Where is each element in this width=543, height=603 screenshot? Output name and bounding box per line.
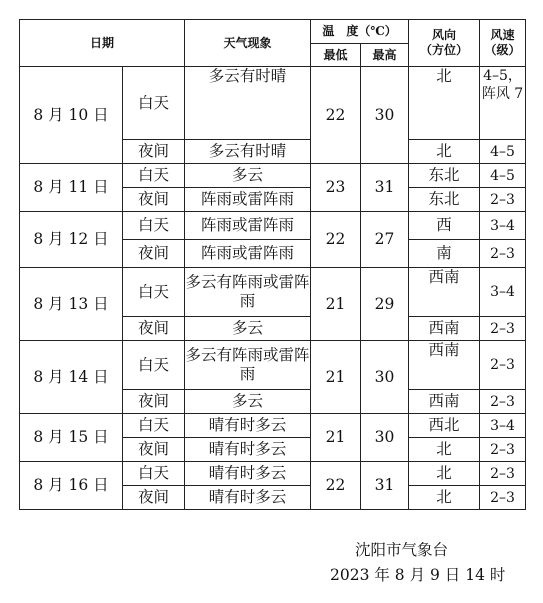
- forecast-table: [19, 19, 526, 510]
- wind-direction-night: 北: [409, 486, 480, 510]
- temp-max: 30: [361, 414, 409, 462]
- weather-day: 多云有阵雨或雷阵雨: [185, 341, 311, 390]
- table-row: [20, 67, 526, 140]
- wind-speed-night: 2–3: [480, 188, 526, 212]
- weather-night: 晴有时多云: [185, 486, 311, 510]
- date-cell: 8 月 11 日: [20, 164, 123, 212]
- wind-direction-night: 西南: [409, 390, 480, 414]
- wind-speed-night: 2–3: [480, 240, 526, 268]
- wind-speed-day: 2–3: [480, 462, 526, 486]
- period-day: 白天: [123, 164, 185, 188]
- wind-direction-night: 北: [409, 140, 480, 164]
- table-row: [20, 212, 526, 240]
- weather-day: 晴有时多云: [185, 414, 311, 438]
- wind-speed-night: 2–3: [480, 438, 526, 462]
- header-weather: 天气现象: [185, 20, 311, 67]
- period-day: 白天: [123, 268, 185, 317]
- period-night: 夜间: [123, 317, 185, 341]
- wind-speed-day: 3–4: [480, 212, 526, 240]
- wind-speed-night: 2–3: [480, 486, 526, 510]
- wind-direction-day: 西南: [409, 268, 480, 317]
- weather-day: 多云: [185, 164, 311, 188]
- issue-date: 2023 年 8 月 9 日 14 时: [330, 566, 506, 584]
- header-temp-max: 最高: [361, 44, 409, 67]
- wind-direction-day: 东北: [409, 164, 480, 188]
- wind-speed-day: 3–4: [480, 414, 526, 438]
- weather-night: 多云: [185, 390, 311, 414]
- header-wind-direction-line1: 风向: [432, 28, 457, 42]
- weather-night: 多云有时晴: [185, 140, 311, 164]
- date-cell: 8 月 15 日: [20, 414, 123, 462]
- wind-speed-night: 2–3: [480, 390, 526, 414]
- wind-direction-day: 西南: [409, 341, 480, 390]
- wind-direction-day: 北: [409, 67, 480, 140]
- wind-direction-day: 西北: [409, 414, 480, 438]
- period-night: 夜间: [123, 188, 185, 212]
- temp-min: 22: [311, 212, 361, 268]
- table-row: [20, 414, 526, 438]
- header-wind-direction: [409, 20, 480, 67]
- period-night: 夜间: [123, 140, 185, 164]
- temp-min: 21: [311, 414, 361, 462]
- wind-speed-day: 2–3: [480, 341, 526, 390]
- weather-day: 阵雨或雷阵雨: [185, 212, 311, 240]
- period-night: 夜间: [123, 390, 185, 414]
- period-night: 夜间: [123, 438, 185, 462]
- wind-direction-day: 北: [409, 462, 480, 486]
- period-night: 夜间: [123, 486, 185, 510]
- table-row: [20, 341, 526, 390]
- period-day: 白天: [123, 212, 185, 240]
- weather-night: 阵雨或雷阵雨: [185, 188, 311, 212]
- weather-day: 晴有时多云: [185, 462, 311, 486]
- header-wind-speed: [480, 20, 526, 67]
- issuing-organization: 沈阳市气象台: [355, 541, 449, 559]
- temp-min: 23: [311, 164, 361, 212]
- temp-max: 31: [361, 164, 409, 212]
- date-cell: 8 月 10 日: [20, 67, 123, 164]
- wind-speed-day: 3–4: [480, 268, 526, 317]
- temp-min: 22: [311, 462, 361, 510]
- header-temperature: 温 度（℃）: [311, 20, 409, 44]
- wind-speed-night: 2–3: [480, 317, 526, 341]
- table-row: [20, 268, 526, 317]
- weather-night: 阵雨或雷阵雨: [185, 240, 311, 268]
- header-wind-speed-line1: 风速: [490, 28, 515, 42]
- date-cell: 8 月 12 日: [20, 212, 123, 268]
- temp-max: 30: [361, 67, 409, 164]
- weather-night: 多云: [185, 317, 311, 341]
- wind-direction-day: 西: [409, 212, 480, 240]
- temp-min: 21: [311, 268, 361, 341]
- temp-max: 30: [361, 341, 409, 414]
- temp-min: 22: [311, 67, 361, 164]
- weather-day: 多云有时晴: [185, 67, 311, 140]
- header-temp-min: 最低: [311, 44, 361, 67]
- period-night: 夜间: [123, 240, 185, 268]
- table-row: [20, 462, 526, 486]
- header-wind-speed-line2: （级）: [484, 43, 521, 57]
- weather-day: 多云有阵雨或雷阵雨: [185, 268, 311, 317]
- wind-speed-day: 4–5，阵风 7: [480, 67, 526, 140]
- date-cell: 8 月 14 日: [20, 341, 123, 414]
- temp-max: 31: [361, 462, 409, 510]
- wind-speed-day: 4–5: [480, 164, 526, 188]
- temp-min: 21: [311, 341, 361, 414]
- table-row: [20, 164, 526, 188]
- weather-night: 晴有时多云: [185, 438, 311, 462]
- temp-max: 27: [361, 212, 409, 268]
- wind-direction-night: 西南: [409, 317, 480, 341]
- period-day: 白天: [123, 341, 185, 390]
- wind-direction-night: 北: [409, 438, 480, 462]
- period-day: 白天: [123, 414, 185, 438]
- period-day: 白天: [123, 462, 185, 486]
- date-cell: 8 月 16 日: [20, 462, 123, 510]
- header-wind-direction-line2: （方位）: [420, 43, 469, 57]
- date-cell: 8 月 13 日: [20, 268, 123, 341]
- wind-direction-night: 南: [409, 240, 480, 268]
- header-date: 日期: [20, 20, 185, 67]
- temp-max: 29: [361, 268, 409, 341]
- wind-direction-night: 东北: [409, 188, 480, 212]
- period-day: 白天: [123, 67, 185, 140]
- wind-speed-night: 4–5: [480, 140, 526, 164]
